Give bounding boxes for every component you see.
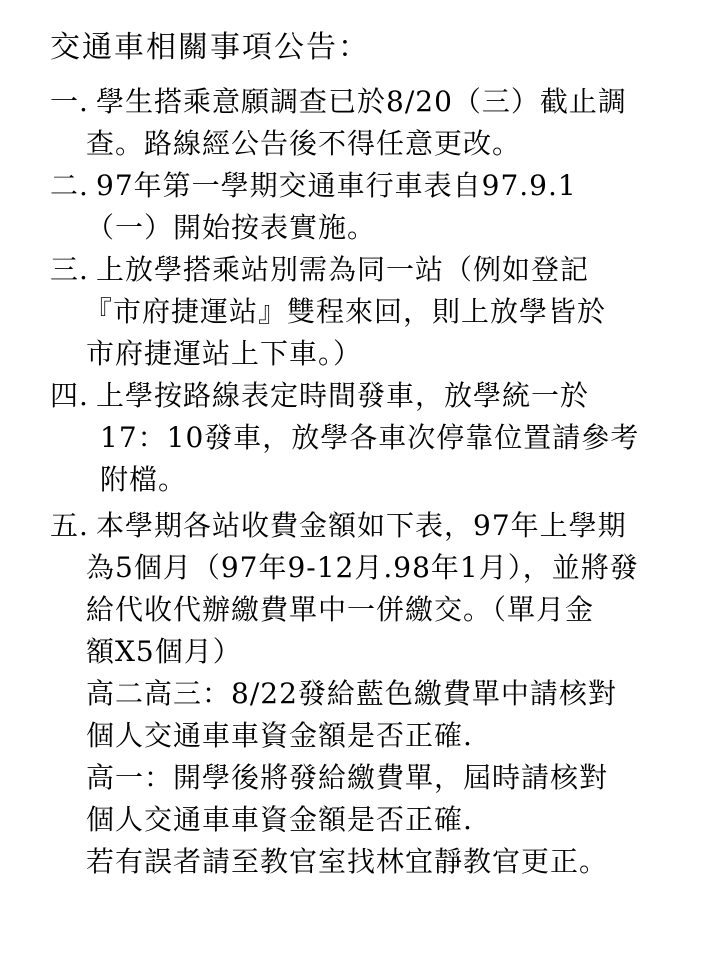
item-2-line-2: （一）開始按表實施。 <box>86 211 377 244</box>
item-1-line-2: 查。路線經公告後不得任意更改。 <box>86 127 522 160</box>
item-4-line-2: 17：10發車，放學各車次停靠位置請參考 <box>100 421 640 454</box>
item-5-line-6: 個人交通車車資金額是否正確. <box>86 719 473 752</box>
item-3-marker: 三. <box>50 253 89 286</box>
item-4-marker: 四. <box>50 379 89 412</box>
item-3-line-3: 市府捷運站上下車。） <box>86 337 363 370</box>
item-3-line-1: 上放學搭乘站別需為同一站（例如登記 <box>96 253 590 286</box>
item-5-line-2: 為5個月（97年9-12月.98年1月），並將發 <box>86 551 639 584</box>
item-5-marker: 五. <box>50 509 89 542</box>
item-5-line-3: 給代收代辦繳費單中一併繳交。（單月金 <box>86 593 595 626</box>
item-5-line-5: 高二高三：8/22發給藍色繳費單中請核對 <box>86 677 617 710</box>
item-2-marker: 二. <box>50 169 89 202</box>
item-5-line-4: 額X5個月） <box>86 635 242 668</box>
item-5-line-8: 個人交通車車資金額是否正確. <box>86 803 473 836</box>
item-1-marker: 一. <box>50 85 89 118</box>
item-1-line-1: 學生搭乘意願調查已於8/20（三）截止調 <box>96 85 627 118</box>
item-3-line-2: 『市府捷運站』雙程來回，則上放學皆於 <box>84 295 607 328</box>
item-4-line-1: 上學按路線表定時間發車，放學統一於 <box>96 379 590 412</box>
item-4-line-3: 附檔。 <box>100 463 188 496</box>
announcement-title: 交通車相關事項公告： <box>50 30 370 65</box>
item-2-line-1: 97年第一學期交通車行車表自97.9.1 <box>96 169 577 202</box>
item-5-line-9: 若有誤者請至教官室找林宜靜教官更正。 <box>86 845 609 878</box>
item-5-line-1: 本學期各站收費金額如下表，97年上學期 <box>96 509 627 542</box>
item-5-line-7: 高一：開學後將發給繳費單，屆時請核對 <box>86 761 609 794</box>
